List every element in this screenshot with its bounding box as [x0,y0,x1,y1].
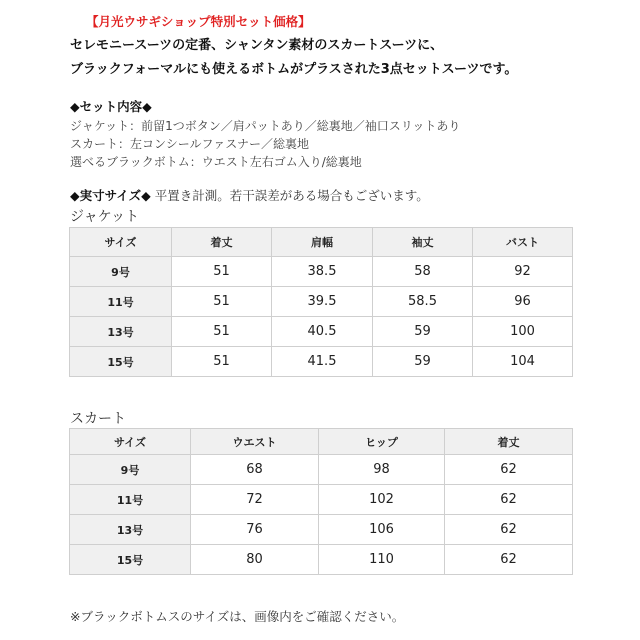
column-header: ウエスト [191,429,319,455]
table-cell: 110 [319,545,445,575]
table-cell: 62 [445,545,573,575]
table-cell: 62 [445,515,573,545]
table-cell: 96 [473,287,573,317]
table-cell: 58 [373,257,473,287]
table-cell: 58.5 [373,287,473,317]
column-header: バスト [473,228,573,257]
table-row [70,545,573,575]
table-row [70,347,573,377]
table-row [70,257,573,287]
jacket-size-table [69,227,573,377]
table-row [70,455,573,485]
table-cell: 98 [319,455,445,485]
measurements-note: 平置き計測。若干誤差がある場合もございます。 [150,188,429,203]
intro-line-1: セレモニースーツの定番、シャンタン素材のスカートスーツに、 [70,38,444,53]
table-row [70,515,573,545]
table-header-row [70,228,573,257]
column-header: 肩幅 [272,228,373,257]
size-cell: 9号 [70,257,172,287]
table-cell: 39.5 [272,287,373,317]
measurements-heading-line [70,186,429,204]
size-cell: 11号 [70,485,191,515]
table-cell: 51 [172,347,272,377]
measurements-heading: ◆実寸サイズ◆ [70,188,151,203]
table-cell: 62 [445,455,573,485]
table-cell: 41.5 [272,347,373,377]
size-cell: 9号 [70,455,191,485]
size-cell: 13号 [70,317,172,347]
column-header: 袖丈 [373,228,473,257]
table-cell: 51 [172,287,272,317]
set-contents-heading: ◆セット内容◆ [70,99,152,114]
size-cell: 13号 [70,515,191,545]
table-cell: 51 [172,257,272,287]
set-contents-bottom: 選べるブラックボトム：ウエスト左右ゴム入り/総裏地 [70,155,362,169]
table-cell: 100 [473,317,573,347]
jacket-table-label: ジャケット [70,209,140,225]
set-contents-jacket: ジャケット：前留1つボタン／肩パットあり／総裏地／袖口スリットあり [70,119,461,133]
column-header: サイズ [70,429,191,455]
table-cell: 106 [319,515,445,545]
column-header: 着丈 [172,228,272,257]
table-cell: 62 [445,485,573,515]
table-cell: 104 [473,347,573,377]
size-cell: 15号 [70,545,191,575]
footer-note: ※ブラックボトムスのサイズは、画像内をご確認ください。 [70,609,405,624]
table-cell: 92 [473,257,573,287]
table-row [70,317,573,347]
table-cell: 76 [191,515,319,545]
table-cell: 40.5 [272,317,373,347]
table-row [70,485,573,515]
table-cell: 38.5 [272,257,373,287]
table-cell: 59 [373,317,473,347]
size-cell: 15号 [70,347,172,377]
table-cell: 80 [191,545,319,575]
column-header: サイズ [70,228,172,257]
table-cell: 68 [191,455,319,485]
table-cell: 59 [373,347,473,377]
table-header-row [70,429,573,455]
table-cell: 102 [319,485,445,515]
skirt-size-table [69,428,573,575]
intro-line-2: ブラックフォーマルにも使えるボトムがプラスされた3点セットスーツです。 [70,62,518,77]
column-header: 着丈 [445,429,573,455]
promo-title: 【月光ウサギショップ特別セット価格】 [86,14,311,29]
table-cell: 72 [191,485,319,515]
table-row [70,287,573,317]
skirt-table-label: スカート [70,411,126,427]
set-contents-skirt: スカート：左コンシールファスナー／総裏地 [70,137,309,151]
table-cell: 51 [172,317,272,347]
column-header: ヒップ [319,429,445,455]
size-cell: 11号 [70,287,172,317]
